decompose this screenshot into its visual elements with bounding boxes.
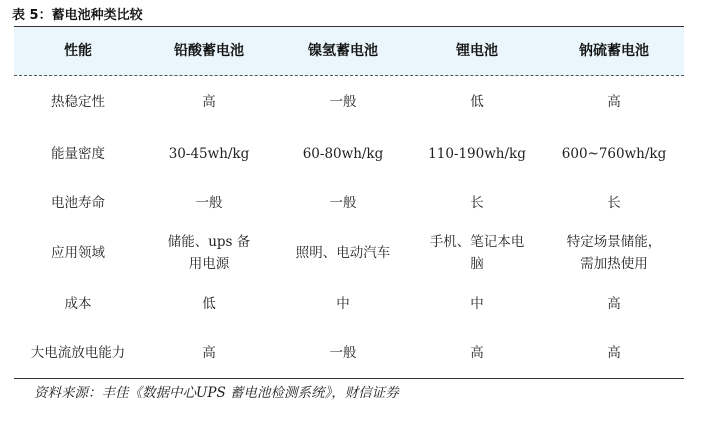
header-cell: 钠硫蓄电池 xyxy=(579,43,649,59)
table-cell: 110-190wh/kg xyxy=(428,146,526,162)
table-cell: 高 xyxy=(202,94,216,110)
table-cell: 低 xyxy=(202,296,216,312)
table-row xyxy=(14,280,684,328)
table-cell: 高 xyxy=(470,345,484,361)
table-cell: 高 xyxy=(607,296,621,312)
table-row xyxy=(14,76,684,128)
header-cell: 铅酸蓄电池 xyxy=(174,43,244,59)
table-cell: 高 xyxy=(607,345,621,361)
source-note: 资料来源：丰佳《数据中心UPS 蓄电池检测系统》，财信证券 xyxy=(34,385,399,401)
table-cell: 一般 xyxy=(329,195,357,211)
table-cell: 低 xyxy=(470,94,484,110)
table-cell: 长 xyxy=(470,195,484,211)
table-caption: 表 5：蓄电池种类比较 xyxy=(12,8,143,23)
row-label-cell: 热稳定性 xyxy=(51,94,105,110)
table-cell: 中 xyxy=(470,296,484,312)
row-label-cell: 能量密度 xyxy=(51,146,105,162)
table-row xyxy=(14,226,684,280)
table-cell: 长 xyxy=(607,195,621,211)
table-cell: 照明、电动汽车 xyxy=(295,245,391,261)
table-cell: 高 xyxy=(607,94,621,110)
table-cell: 高 xyxy=(202,345,216,361)
battery-comparison-table xyxy=(14,26,684,379)
header-cell: 性能 xyxy=(64,43,92,59)
table-header-row xyxy=(14,27,684,76)
table-cell: 储能、ups 备 用电源 xyxy=(167,234,251,272)
table-cell: 60-80wh/kg xyxy=(302,146,384,162)
row-label-cell: 大电流放电能力 xyxy=(30,345,126,361)
table-cell: 一般 xyxy=(329,94,357,110)
table-cell: 30-45wh/kg xyxy=(168,146,250,162)
header-cell: 镍氢蓄电池 xyxy=(308,43,378,59)
row-label-cell: 成本 xyxy=(64,296,92,312)
table-row xyxy=(14,128,684,180)
table-cell: 特定场景储能， 需加热使用 xyxy=(566,234,662,272)
header-cell: 锂电池 xyxy=(456,43,498,59)
table-cell: 中 xyxy=(336,296,350,312)
table-cell: 一般 xyxy=(195,195,223,211)
table-row xyxy=(14,180,684,226)
row-label-cell: 电池寿命 xyxy=(51,195,105,211)
table-bottom-rule xyxy=(14,378,684,379)
table-cell: 600~760wh/kg xyxy=(561,146,667,162)
table-cell: 一般 xyxy=(329,345,357,361)
table-body xyxy=(14,76,684,378)
table-cell: 手机、笔记本电 脑 xyxy=(429,234,525,272)
row-label-cell: 应用领域 xyxy=(51,245,105,261)
table-row xyxy=(14,328,684,378)
